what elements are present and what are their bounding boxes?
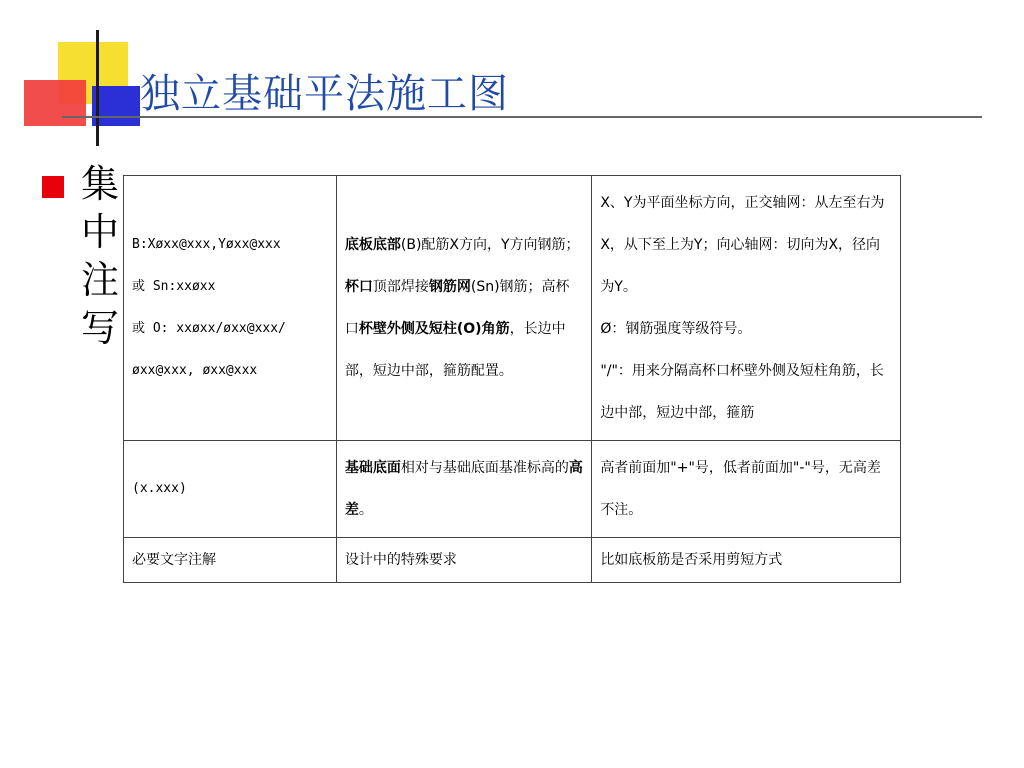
section-label: 集中注写 — [80, 162, 119, 350]
table-cell-explanation: X、Y为平面坐标方向，正交轴网：从左至右为X，从下至上为Y；向心轴网：切向为X，径向为Y。 Ø：钢筋强度等级符号。 "/"：用来分隔高杯口杯壁外侧及短柱角筋，长边中部，短边中部，箍筋 — [592, 176, 901, 441]
logo-red-square — [24, 80, 86, 126]
table-cell-meaning: 底板底部(B)配筋X方向，Y方向钢筋；杯口顶部焊接钢筋网(Sn)钢筋；高杯口杯壁外侧及短柱(O)角筋，长边中部，短边中部，箍筋配置。 — [336, 176, 591, 441]
table-row — [124, 176, 901, 441]
table-cell-meaning: 基础底面相对与基础底面基准标高的高差。 — [336, 441, 591, 538]
table-row — [124, 538, 901, 583]
slide-title: 独立基础平法施工图 — [140, 71, 509, 117]
table-cell-explanation: 比如底板筋是否采用剪短方式 — [592, 538, 901, 583]
table-cell-explanation: 高者前面加"+"号，低者前面加"-"号，无高差不注。 — [592, 441, 901, 538]
table-cell-notation: 必要文字注解 — [124, 538, 337, 583]
bullet-square-icon — [42, 176, 64, 198]
table-cell-notation: (x.xxx) — [124, 441, 337, 538]
table-cell-meaning: 设计中的特殊要求 — [336, 538, 591, 583]
logo-vertical-line — [96, 30, 99, 146]
table-row — [124, 441, 901, 538]
table-cell-notation: B:Xøxx@xxx,Yøxx@xxx 或 Sn:xxøxx 或 O: xxøxx/øxx@xxx/ øxx@xxx, øxx@xxx — [124, 176, 337, 441]
logo-blue-square — [92, 86, 140, 126]
annotation-table — [123, 175, 901, 583]
